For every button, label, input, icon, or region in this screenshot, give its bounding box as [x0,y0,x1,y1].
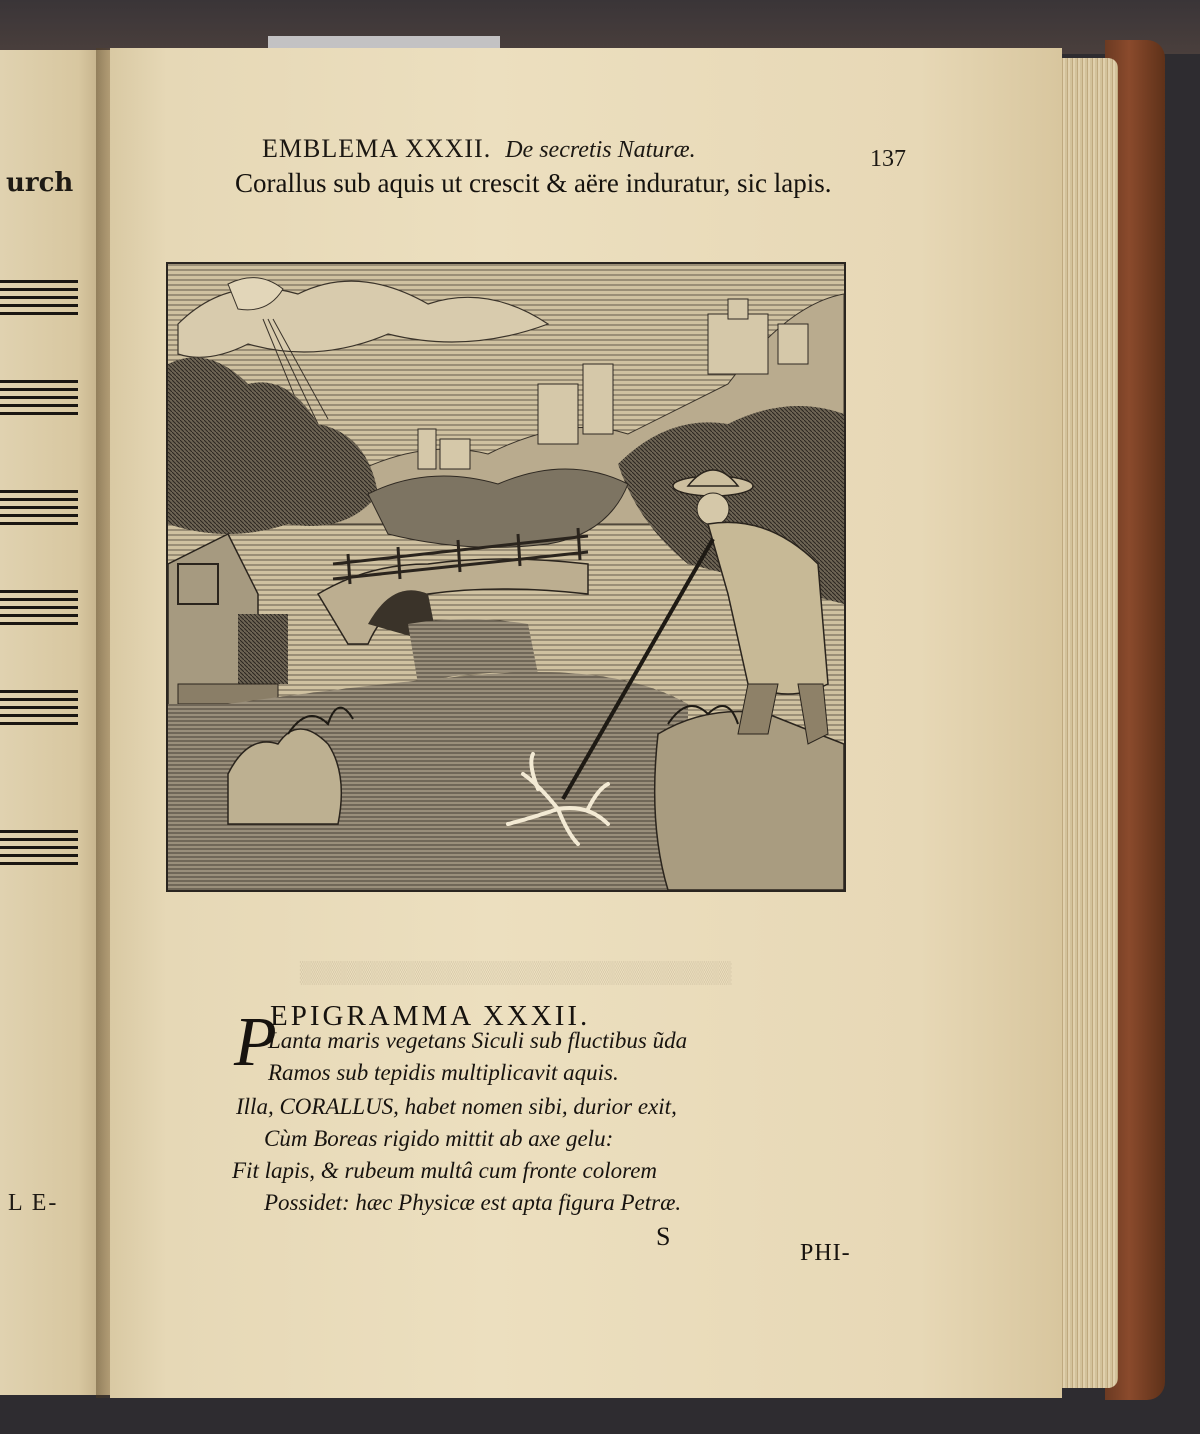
left-page-fragment: urch [6,168,74,198]
emblem-motto: Corallus sub aquis ut crescit & aëre induratur, sic lapis. [235,168,832,198]
verse-line: Fit lapis, & rubeum multâ cum fronte colorem [232,1158,658,1183]
engraving-illustration [166,262,846,892]
verse-line: Lanta maris vegetans Siculi sub fluctibus ũda [268,1028,688,1053]
music-staff [0,690,78,730]
verse-line: Cùm Boreas rigido mittit ab axe gelu: [264,1126,614,1151]
running-head-subject: De secretis Naturæ. [505,137,696,163]
epigram-title: EPIGRAMMA XXXII. [270,1000,591,1032]
emblem-number: EMBLEMA XXXII. [262,134,492,163]
music-staff [0,490,78,530]
catchword: PHI- [800,1240,851,1266]
music-staff [0,280,78,320]
music-staff [0,830,78,870]
engraving-svg [168,264,844,890]
verse-line: Illa, CORALLUS, habet nomen sibi, durior exit, [236,1094,677,1119]
show-through-text: ▒▒▒▒▒▒▒▒▒▒▒▒▒▒▒▒▒▒▒▒▒▒▒▒▒▒▒▒▒ [300,960,732,984]
left-page-catchword: L E- [8,1190,59,1216]
verse-line: Ramos sub tepidis multiplicavit aquis. [268,1060,619,1085]
page-number: 137 [870,146,906,172]
music-staff [0,590,78,630]
running-head [262,134,696,164]
drop-cap: P [234,1004,277,1081]
signature-mark: S [656,1222,671,1251]
music-staff [0,380,78,420]
book-cover-top [0,0,1200,54]
sluice-gate [238,614,288,684]
verse-line: Possidet: hæc Physicæ est apta figura Petræ. [264,1190,682,1215]
